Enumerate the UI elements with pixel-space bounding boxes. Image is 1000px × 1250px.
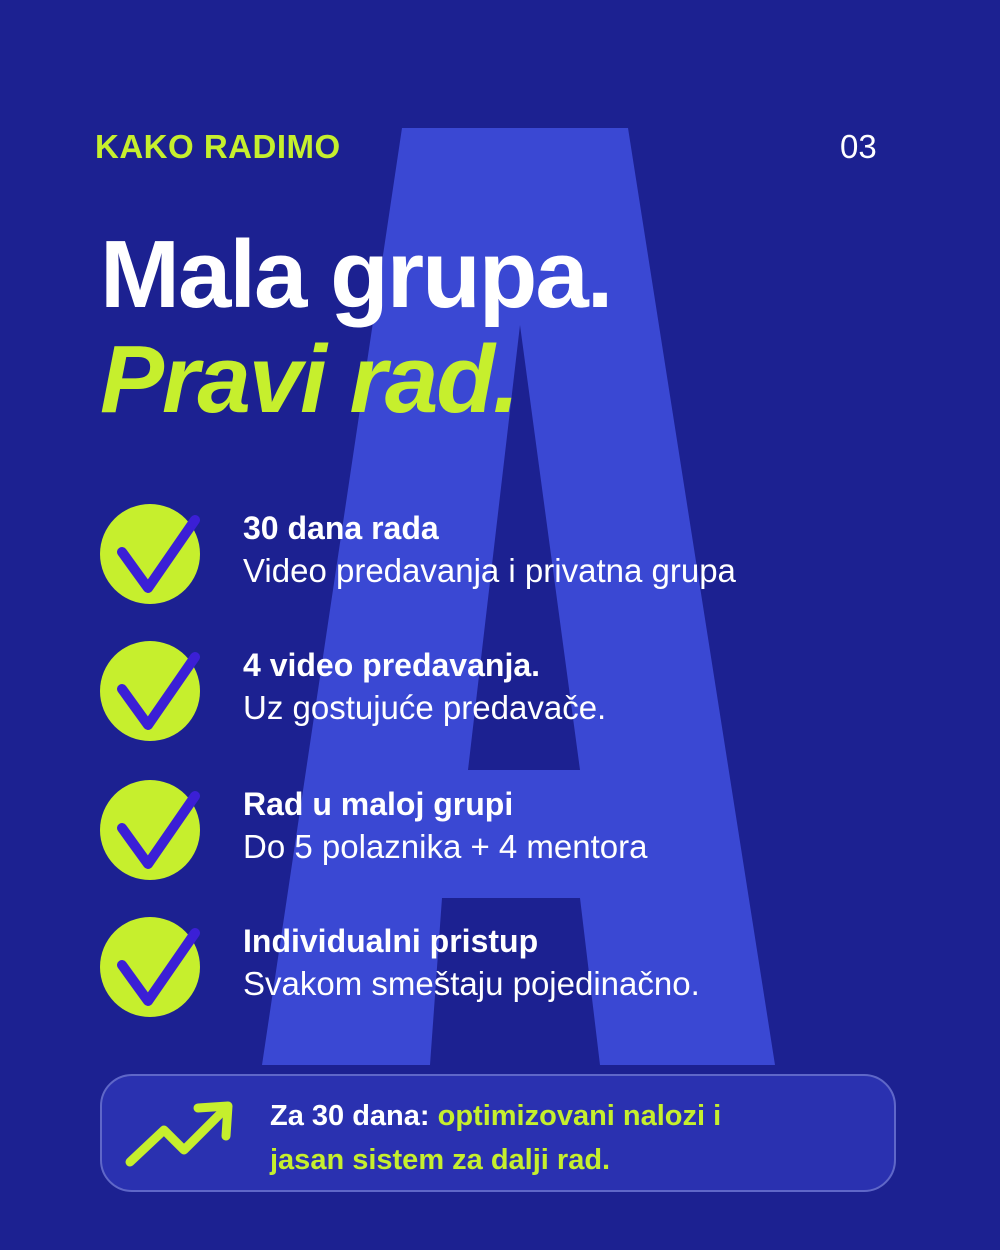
callout-highlight-2: jasan sistem za dalji rad. (270, 1144, 611, 1176)
trending-up-arrow-icon (124, 1100, 236, 1172)
checkmark-icon (100, 780, 200, 880)
feature-description: Uz gostujuće predavače. (243, 689, 607, 726)
section-eyebrow: KAKO RADIMO (95, 128, 341, 165)
headline-line-1: Mala grupa. (100, 221, 612, 328)
feature-item (100, 504, 920, 614)
headline-line-2: Pravi rad. (100, 326, 518, 433)
checkmark-icon (100, 504, 200, 604)
callout-highlight-1: optimizovani nalozi i (437, 1100, 722, 1132)
checkmark-icon (100, 641, 200, 741)
feature-title: Rad u maloj grupi (243, 786, 514, 822)
result-callout (100, 1074, 896, 1192)
feature-item (100, 780, 920, 890)
feature-title: 30 dana rada (243, 510, 439, 546)
callout-lead: Za 30 dana: (270, 1100, 430, 1132)
feature-item (100, 917, 920, 1027)
feature-title: 4 video predavanja. (243, 647, 541, 683)
feature-description: Video predavanja i privatna grupa (243, 552, 736, 589)
checkmark-icon (100, 917, 200, 1017)
feature-description: Svakom smeštaju pojedinačno. (243, 965, 700, 1002)
feature-description: Do 5 polaznika + 4 mentora (243, 828, 648, 865)
feature-item (100, 641, 920, 751)
callout-text (270, 1094, 721, 1182)
page-number: 03 (840, 128, 877, 165)
feature-title: Individualni pristup (243, 923, 539, 959)
